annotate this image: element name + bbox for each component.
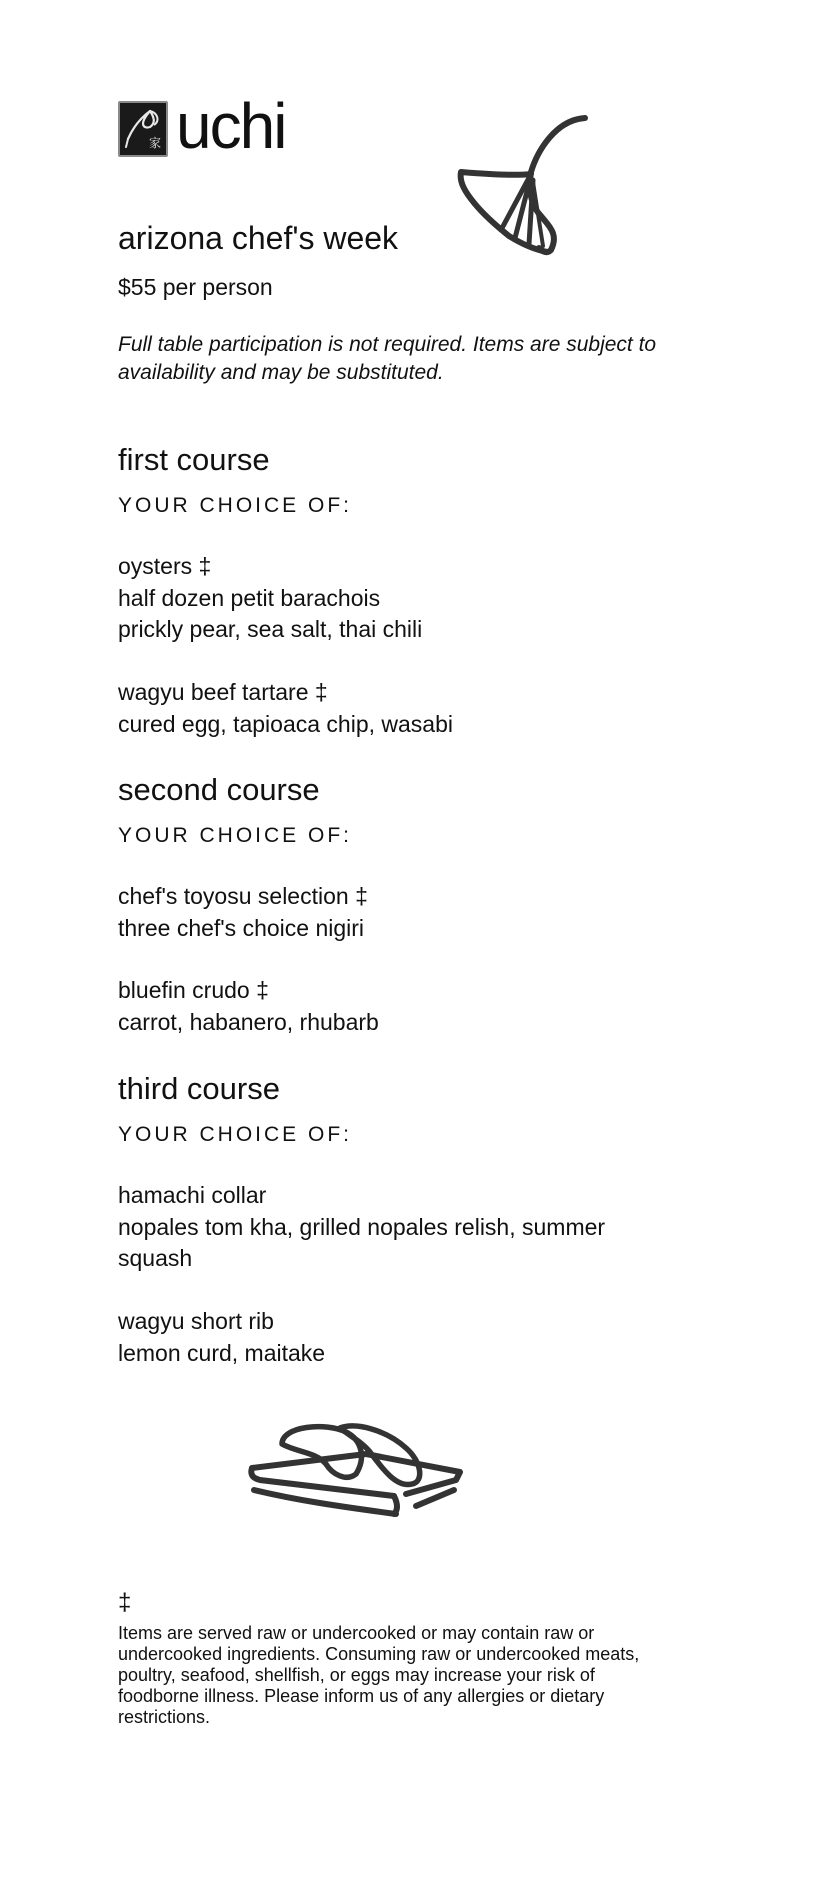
- dish-wagyu-short-rib: [118, 1306, 678, 1369]
- dish-chefs-toyosu-selection: [118, 881, 678, 944]
- third-course-title: third course: [118, 1071, 280, 1106]
- dish-description: nopales tom kha, grilled nopales relish, summer squash: [118, 1213, 606, 1271]
- logo-seal-text: 家: [149, 136, 162, 150]
- third-course-choice-label: YOUR CHOICE OF:: [118, 1123, 353, 1146]
- raw-food-disclaimer: Items are served raw or undercooked or may contain raw or undercooked ingredients. Consuming raw or undercooked meats, poultry, seafood, shellfish, or eggs may increase your risk of foodborne illness. Please inform us of any allergies or dietary restrictions.: [118, 1623, 640, 1727]
- second-course-title: second course: [118, 772, 320, 807]
- logo-wordmark: uchi: [176, 90, 286, 162]
- dish-description: half dozen petit barachois: [118, 584, 381, 611]
- participation-note: Full table participation is not required. Items are subject to availability and may be substituted.: [118, 333, 657, 384]
- dish-name: bluefin crudo ‡: [118, 977, 269, 1003]
- dish-description: lemon curd, maitake: [118, 1339, 326, 1366]
- dish-description: cured egg, tapioaca chip, wasabi: [118, 710, 453, 737]
- dagger-symbol: ‡: [118, 1589, 132, 1616]
- dish-name: wagyu beef tartare ‡: [118, 679, 328, 705]
- dish-wagyu-beef-tartare: [118, 677, 678, 740]
- dish-name: hamachi collar: [118, 1182, 267, 1208]
- dish-bluefin-crudo: [118, 975, 678, 1038]
- sushi-plate-icon: [246, 1418, 466, 1531]
- dish-name: wagyu short rib: [118, 1308, 274, 1334]
- menu-price: $55 per person: [118, 274, 273, 300]
- first-course-title: first course: [118, 442, 270, 477]
- first-course-choice-label: YOUR CHOICE OF:: [118, 494, 353, 517]
- dish-description: carrot, habanero, rhubarb: [118, 1008, 379, 1035]
- dish-oysters: [118, 551, 678, 646]
- dish-description: three chef's choice nigiri: [118, 914, 365, 941]
- dish-name: oysters ‡: [118, 553, 212, 579]
- dish-name: chef's toyosu selection ‡: [118, 883, 368, 909]
- menu-title: arizona chef's week: [118, 220, 399, 256]
- ginkgo-seal-icon: [118, 101, 168, 157]
- second-course-choice-label: YOUR CHOICE OF:: [118, 824, 353, 847]
- dish-hamachi-collar: [118, 1180, 678, 1275]
- ginkgo-leaf-icon: [455, 112, 595, 267]
- uchi-logo: [118, 90, 286, 162]
- dish-description: prickly pear, sea salt, thai chili: [118, 616, 423, 642]
